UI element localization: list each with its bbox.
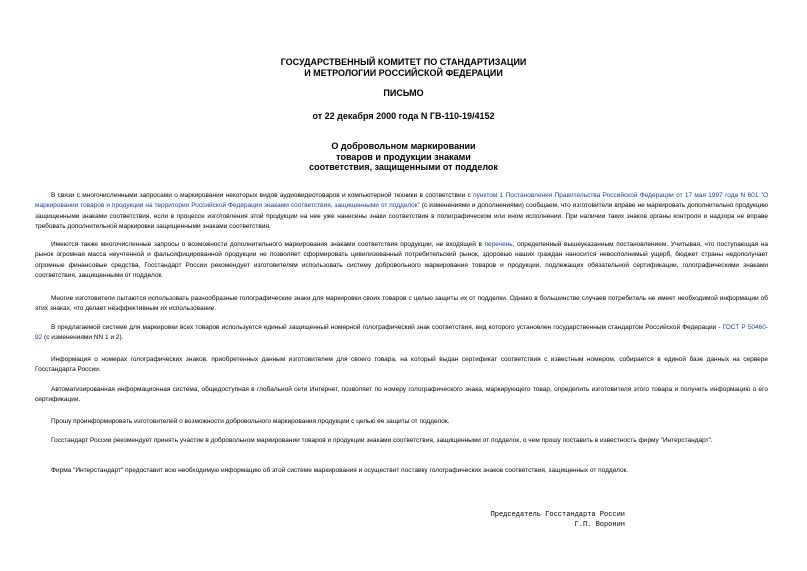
paragraph-1-text-b: (с изменениями и дополнениями) сообщаем, что изготовители вправе не маркировать дополнительно продукцию защищенными знаками соответствия, если в процессе изготовления этой продукции на нее уже нанесены знаки соответствия в полиграфическом или ином исполнении. При наличии таких знаков органы контроля и надзора не вправе требовать дополнительной маркировки защищенными знаками соответствия.	[35, 202, 768, 231]
document-type: ПИСЬМО	[383, 88, 424, 98]
government-decree-link[interactable]: пунктом 1 Постановления Правительства Российской Федерации от 17 мая 1997 года N 601 "О маркировании товаров и продукции на территории Российской Федерации знаками соответствия, защищенными от подделок"	[35, 192, 769, 210]
gost-standard-link[interactable]: ГОСТ Р 50460-92	[35, 324, 768, 342]
paragraph-2	[35, 240, 768, 282]
document-subject	[0, 141, 807, 173]
subject-line2: товаров и продукции знаками	[336, 151, 471, 162]
subject-line1: О добровольном маркировании	[331, 141, 476, 151]
issuing-authority-line2: И МЕТРОЛОГИИ РОССИЙСКОЙ ФЕДЕРАЦИИ	[304, 68, 503, 78]
subject-line3: соответствия, защищенными от подделок	[309, 162, 498, 172]
issuing-authority	[0, 57, 807, 79]
paragraph-4	[35, 323, 768, 344]
paragraph-1-text-a: В связи с многочисленными запросами о маркировании некоторых видов аудиовидеотоваров и компьютерной техники в соответствии с	[51, 192, 474, 199]
paragraph-5: Информация о номерах голографических знаков, приобретенных данным изготовителем для своего товара, на который выдан сертификат соответствия с известным номером, собирается в единой базе данных на сервере Госстандарта России.	[35, 356, 768, 374]
signatory-name: Г.П. Воронин	[574, 521, 625, 529]
product-list-link[interactable]: перечень	[484, 241, 513, 248]
paragraph-7: Прошу проинформировать изготовителей о возможности добровольного маркирования продукции с целью ее защиты от подделок.	[51, 418, 450, 425]
paragraph-4-text-b: (с изменениями NN 1 и 2).	[42, 334, 124, 342]
paragraph-8: Госстандарт России рекомендует принять участие в добровольном маркировании товаров и продукции знаками соответствия, защищенными от подделок, о чем прошу поставить в известность фирму "Интерстандарт".	[51, 437, 713, 444]
paragraph-6: Автоматизированная информационная система, общедоступная в глобальной сети Интернет, позволяет по номеру голографического знака, маркирующего товар, определить изготовителя этого товара и получить информацию о его сертификации.	[35, 386, 768, 404]
paragraph-9: Фирма "Интерстандарт" предоставит всю необходимую информацию об этой системе маркирования и осуществит поставку голографических знаков соответствия, защищенных от подделок.	[51, 467, 629, 474]
paragraph-2-text-b: , определенный вышеуказанным постановлением. Учитывая, что поступающая на рынок огромная масса неучтенной и фальсифицированной продукции не позволяет сформировать цивилизованный потребительский рынок, здоровью наших граждан наносится невосполнимый ущерб, бюджет страны недополучает огромные финансовые средства, Госстандарт России рекомендует изготовителям использовать систему добровольного маркирования товаров и продукции, подлежащих обязательной сертификации, голографическими знаками соответствия, защищенными от подделок.	[35, 241, 768, 280]
paragraph-4-text-a: В предлагаемой системе для маркировки всех товаров используется единый защищенный номерной голографический знак соответствия, вид которого установлен государственным стандартом Российской Федерации -	[51, 324, 723, 331]
paragraph-1	[35, 191, 768, 233]
signatory-title: Председатель Госстандарта России	[490, 511, 625, 519]
document-date-number: от 22 декабря 2000 года N ГВ-110-19/4152	[312, 111, 495, 121]
paragraph-2-text-a: Имеются также многочисленные запросы о возможности дополнительного маркирования знаками соответствия продукции, не входящей в	[51, 241, 485, 248]
paragraph-3: Многие изготовители пытаются использовать разнообразные голографические знаки для маркировки своих товаров с целью защиты их от подделки. Однако в большинстве случаев потребитель не имеет необходимой информации об этих знаках, что делает неэффективным их использование.	[35, 295, 768, 313]
issuing-authority-line1: ГОСУДАРСТВЕННЫЙ КОМИТЕТ ПО СТАНДАРТИЗАЦИИ	[280, 57, 527, 67]
signature-block	[400, 510, 625, 530]
